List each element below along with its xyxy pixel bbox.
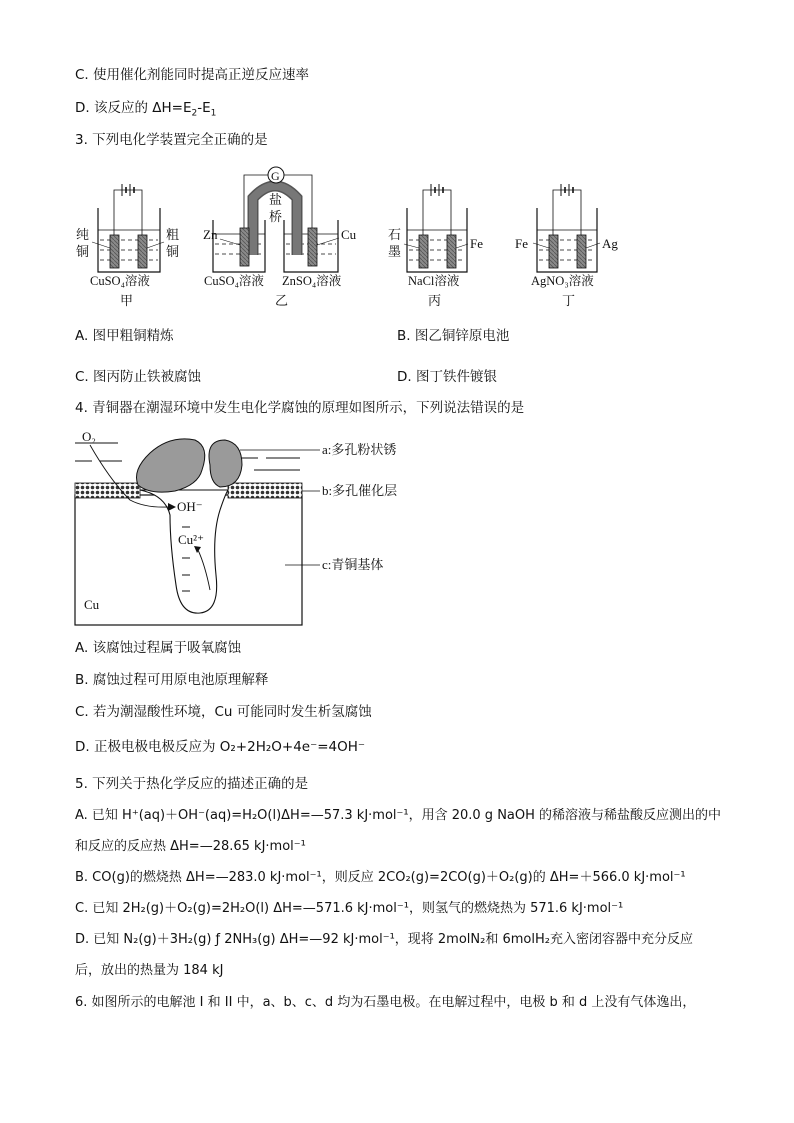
apparatus-bing — [388, 184, 483, 308]
bing-caption: 丙 — [428, 293, 442, 308]
q2-option-c: C. 使用催化剂能同时提高正逆反应速率 — [75, 67, 310, 83]
ag-electrode — [577, 235, 586, 268]
q3-option-d: D. 图丁铁件镀银 — [397, 369, 497, 385]
jia-caption: 甲 — [120, 293, 134, 308]
bing-right-label: Fe — [470, 236, 483, 251]
apparatus-jia — [76, 184, 179, 308]
q2-option-d: D. 该反应的 $\Delta H=E_2-E_1$ — [75, 100, 217, 119]
label-c: c:青铜基体 — [322, 557, 384, 572]
bing-left-label-2: 墨 — [388, 244, 402, 259]
jia-right-label-1: 粗 — [166, 227, 180, 242]
ding-solution: AgNO₃溶液 — [531, 274, 594, 288]
porous-rust-right — [209, 440, 242, 487]
q4-option-b: B. 腐蚀过程可用原电池原理解释 — [75, 672, 269, 688]
porous-rust-left — [137, 439, 205, 492]
q5-stem: 5. 下列关于热化学反应的描述正确的是 — [75, 776, 309, 792]
bridge-label-1: 盐 — [269, 192, 283, 207]
cu-label: Cu — [84, 597, 100, 612]
label-b: b:多孔催化层 — [322, 483, 398, 498]
yi-left-solution: CuSO₄溶液 — [204, 274, 264, 288]
ding-caption: 丁 — [562, 293, 576, 308]
catalyst-layer-left — [75, 483, 140, 498]
fe-electrode — [447, 235, 456, 268]
q4-option-d: D. 正极电极电极反应为 O₂+2H₂O+4e⁻=4OH⁻ — [75, 739, 366, 755]
q3-option-a: A. 图甲粗铜精炼 — [75, 328, 174, 344]
o2-label: O₂ — [82, 429, 96, 444]
q4-stem: 4. 青铜器在潮湿环境中发生电化学腐蚀的原理如图所示，下列说法错误的是 — [75, 400, 525, 416]
q4-option-c: C. 若为潮湿酸性环境，Cu 可能同时发生析氢腐蚀 — [75, 704, 372, 720]
q4-option-a: A. 该腐蚀过程属于吸氧腐蚀 — [75, 640, 242, 656]
catalyst-layer-right — [228, 483, 302, 498]
bing-left-label-1: 石 — [388, 227, 402, 242]
apparatus-yi — [203, 167, 357, 308]
ding-right-label: Ag — [602, 236, 618, 251]
galvanometer-label: G — [271, 169, 280, 183]
crude-copper-electrode — [138, 235, 147, 268]
q6-stem: 6. 如图所示的电解池 I 和 II 中，a、b、c、d 均为石墨电极。在电解过程中，电极 b 和 d 上没有气体逸出， — [75, 995, 696, 1010]
q5-option-d-line2: 后，放出的热量为 184 kJ — [75, 963, 224, 978]
jia-left-label-1: 纯 — [76, 227, 90, 242]
cu2-label: Cu²⁺ — [178, 532, 204, 547]
yi-right-electrode: Cu — [341, 227, 357, 242]
jia-left-label-2: 铜 — [76, 244, 90, 259]
q5-option-d-line1: D. 已知 N₂(g)＋3H₂(g) ƒ 2NH₃(g) ΔH=—92 kJ·mol⁻¹，现将 2molN₂和 6molH₂充入密闭容器中充分反应 — [75, 932, 693, 947]
q3-option-b: B. 图乙铜锌原电池 — [397, 328, 510, 344]
label-a: a:多孔粉状锈 — [322, 442, 397, 457]
oh-label: OH⁻ — [177, 499, 203, 514]
bing-solution: NaCl溶液 — [408, 274, 460, 288]
ding-left-label: Fe — [515, 236, 528, 251]
yi-left-electrode: Zn — [203, 227, 218, 242]
bridge-label-2: 桥 — [269, 209, 283, 224]
q5-option-a-line1: A. 已知 H⁺(aq)＋OH⁻(aq)=H₂O(l)ΔH=—57.3 kJ·mol⁻¹，用含 20.0 g NaOH 的稀溶液与稀盐酸反应测出的中 — [75, 808, 722, 823]
yi-caption: 乙 — [275, 293, 289, 308]
q5-option-b: B. CO(g)的燃烧热 ΔH=—283.0 kJ·mol⁻¹，则反应 2CO₂(g)=2CO(g)＋O₂(g)的 ΔH=＋566.0 kJ·mol⁻¹ — [75, 870, 686, 885]
cu-electrode — [308, 228, 317, 266]
electrochem-apparatus-figure — [70, 160, 630, 310]
bronze-corrosion-figure — [70, 425, 430, 630]
yi-right-solution: ZnSO₄溶液 — [282, 274, 342, 288]
fe-item-electrode — [549, 235, 558, 268]
jia-solution: CuSO₄溶液 — [90, 274, 150, 288]
q3-stem: 3. 下列电化学装置完全正确的是 — [75, 132, 268, 148]
jia-right-label-2: 铜 — [166, 244, 180, 259]
q5-option-c: C. 已知 2H₂(g)＋O₂(g)=2H₂O(l) ΔH=—571.6 kJ·mol⁻¹，则氢气的燃烧热为 571.6 kJ·mol⁻¹ — [75, 901, 624, 916]
pure-copper-electrode — [110, 235, 119, 268]
graphite-electrode — [419, 235, 428, 268]
zn-electrode — [240, 228, 249, 266]
q3-option-c: C. 图丙防止铁被腐蚀 — [75, 369, 202, 385]
apparatus-ding — [515, 184, 618, 308]
q5-option-a-line2: 和反应的反应热 ΔH=—28.65 kJ·mol⁻¹ — [75, 839, 306, 854]
